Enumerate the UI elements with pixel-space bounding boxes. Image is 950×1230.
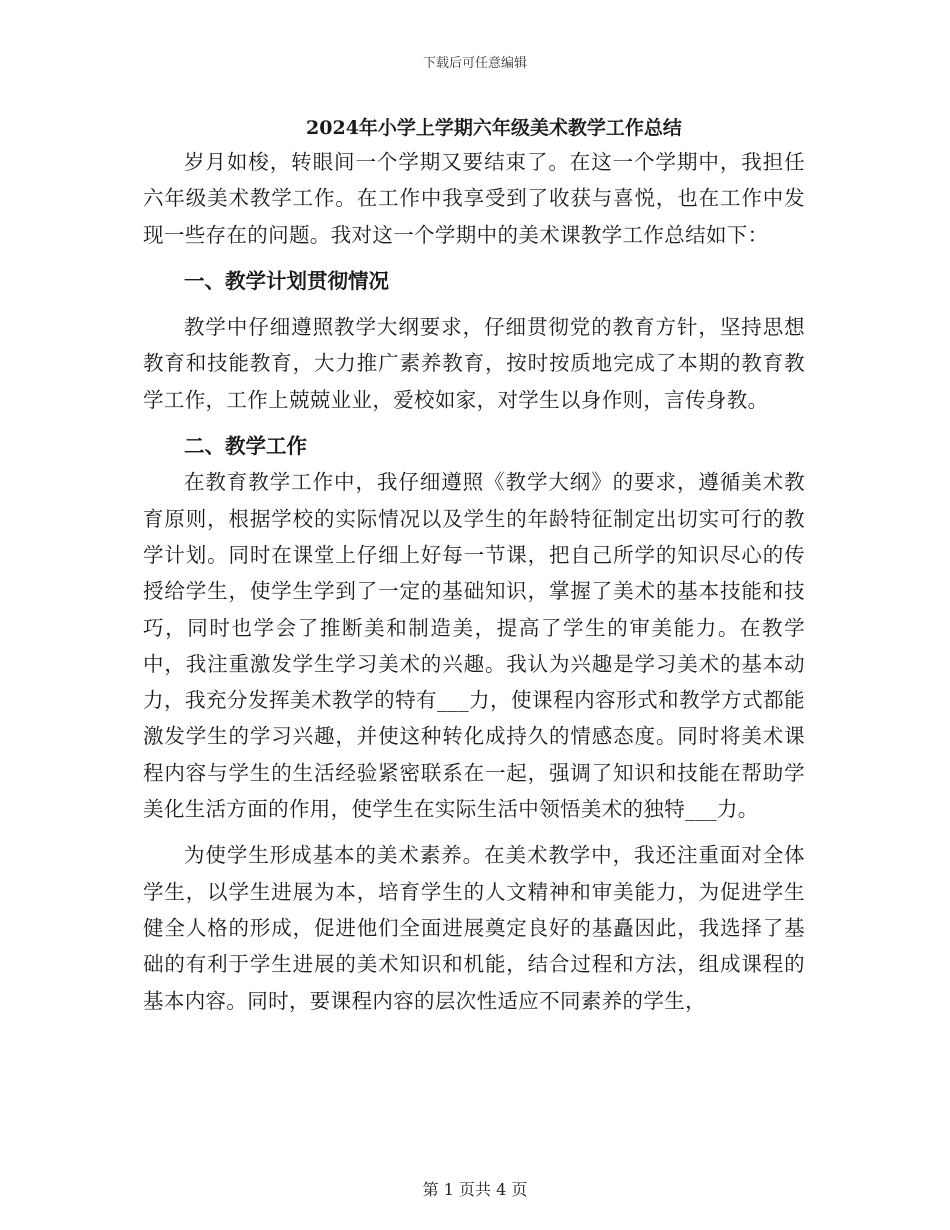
- section2-paragraph-2: 为使学生形成基本的美术素养。在美术教学中，我还注重面对全体学生，以学生进展为本，培育学生的人文精神和审美能力，为促进学生健全人格的形成，促进他们全面进展奠定良好的基矗因此，我选择了基础的有利于学生进展的美术知识和机能，结合过程和方法，组成课程的基本内容。同时，要课程内容的层次性适应不同素养的学生，: [143, 843, 805, 1013]
- section1-paragraph: 教学中仔细遵照教学大纲要求，仔细贯彻党的教育方针，坚持思想教育和技能教育，大力推广素养教育，按时按质地完成了本期的教育教学工作，工作上兢兢业业，爱校如家，对学生以身作则，言传身教。: [143, 315, 805, 412]
- page-footer: 第 1 页共 4 页: [422, 1180, 528, 1199]
- spacer: [143, 827, 805, 837]
- section1-heading: 一、教学计划贯彻情况: [184, 268, 389, 293]
- spacer: [143, 418, 805, 428]
- section2-heading: 二、教学工作: [184, 434, 307, 459]
- spacer: [143, 299, 805, 309]
- intro-paragraph: 岁月如梭，转眼间一个学期又要结束了。在这一个学期中，我担任六年级美术教学工作。在工作中我享受到了收获与喜悦，也在工作中发现一些存在的问题。我对这一个学期中的美术课教学工作总结如下：: [143, 150, 805, 247]
- spacer: [143, 253, 805, 263]
- section2-paragraph-1: 在教育教学工作中，我仔细遵照《教学大纲》的要求，遵循美术教育原则，根据学校的实际情况以及学生的年龄特征制定出切实可行的教学计划。同时在课堂上仔细上好每一节课，把自己所学的知识尽心的传授给学生，使学生学到了一定的基础知识，掌握了美术的基本技能和技巧，同时也学会了推断美和制造美，提高了学生的审美能力。在教学中，我注重激发学生学习美术的兴趣。我认为兴趣是学习美术的基本动力，我充分发挥美术教学的特有___力，使课程内容形式和教学方式都能激发学生的学习兴趣，并使这种转化成持久的情感态度。同时将美术课程内容与学生的生活经验紧密联系在一起，强调了知识和技能在帮助学美化生活方面的作用，使学生在实际生活中领悟美术的独特___力。: [143, 470, 805, 822]
- document-body: [143, 112, 805, 1019]
- document-title: 2024年小学上学期六年级美术教学工作总结: [306, 117, 682, 139]
- header-note: 下载后可任意编辑: [422, 56, 527, 71]
